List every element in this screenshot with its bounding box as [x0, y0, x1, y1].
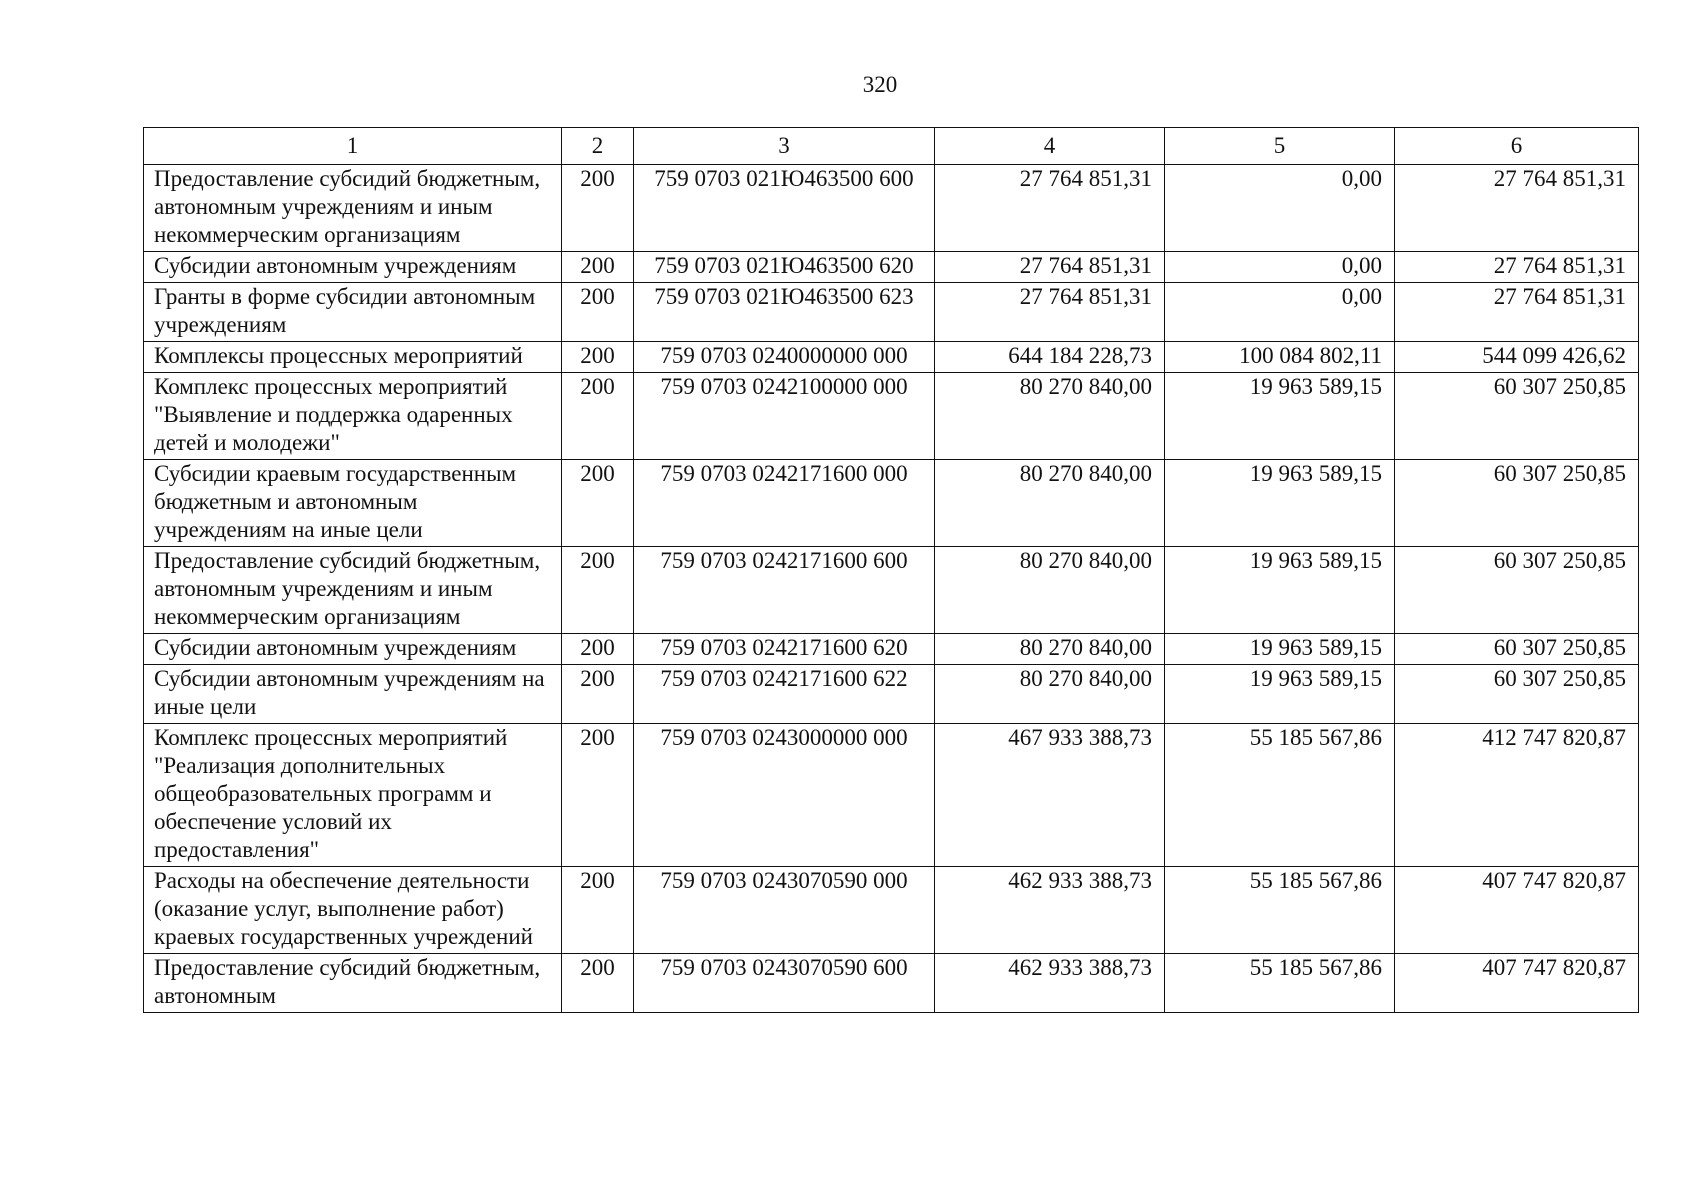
row-col4-cell: 80 270 840,00	[935, 665, 1165, 724]
row-unit-cell: 200	[562, 724, 634, 867]
row-col4-cell: 27 764 851,31	[935, 165, 1165, 252]
row-col4-cell: 80 270 840,00	[935, 460, 1165, 547]
row-unit-cell: 200	[562, 373, 634, 460]
row-col5-cell: 19 963 589,15	[1165, 665, 1395, 724]
row-code-cell: 759 0703 0242171600 600	[634, 547, 935, 634]
row-unit-cell: 200	[562, 342, 634, 373]
row-name-cell: Комплекс процессных мероприятий "Выявление и поддержка одаренных детей и молодежи"	[144, 373, 562, 460]
table-row	[144, 283, 1639, 342]
column-header-1: 1	[144, 128, 562, 165]
row-code-cell: 759 0703 021Ю463500 600	[634, 165, 935, 252]
row-col4-cell: 80 270 840,00	[935, 547, 1165, 634]
table-row	[144, 547, 1639, 634]
row-code-cell: 759 0703 0243070590 000	[634, 867, 935, 954]
row-col4-cell: 467 933 388,73	[935, 724, 1165, 867]
row-col6-cell: 60 307 250,85	[1395, 373, 1639, 460]
row-col5-cell: 19 963 589,15	[1165, 634, 1395, 665]
header-row	[144, 128, 1639, 165]
row-unit-cell: 200	[562, 665, 634, 724]
table-row	[144, 634, 1639, 665]
row-unit-cell: 200	[562, 460, 634, 547]
table-row	[144, 373, 1639, 460]
row-col5-cell: 0,00	[1165, 283, 1395, 342]
row-col6-cell: 27 764 851,31	[1395, 165, 1639, 252]
row-col4-cell: 80 270 840,00	[935, 373, 1165, 460]
table-row	[144, 867, 1639, 954]
row-col5-cell: 19 963 589,15	[1165, 460, 1395, 547]
row-col5-cell: 19 963 589,15	[1165, 373, 1395, 460]
row-col4-cell: 80 270 840,00	[935, 634, 1165, 665]
row-name-cell: Субсидии автономным учреждениям	[144, 252, 562, 283]
row-unit-cell: 200	[562, 547, 634, 634]
row-name-cell: Предоставление субсидий бюджетным, автономным	[144, 954, 562, 1013]
row-col5-cell: 19 963 589,15	[1165, 547, 1395, 634]
row-code-cell: 759 0703 0242100000 000	[634, 373, 935, 460]
row-unit-cell: 200	[562, 165, 634, 252]
table-row	[144, 954, 1639, 1013]
row-col6-cell: 60 307 250,85	[1395, 665, 1639, 724]
row-col5-cell: 55 185 567,86	[1165, 954, 1395, 1013]
row-name-cell: Комплекс процессных мероприятий "Реализация дополнительных общеобразовательных программ и обеспечение условий их предоставления"	[144, 724, 562, 867]
row-unit-cell: 200	[562, 283, 634, 342]
row-col4-cell: 644 184 228,73	[935, 342, 1165, 373]
table-row	[144, 665, 1639, 724]
row-col5-cell: 0,00	[1165, 165, 1395, 252]
row-code-cell: 759 0703 0242171600 000	[634, 460, 935, 547]
row-unit-cell: 200	[562, 867, 634, 954]
row-name-cell: Комплексы процессных мероприятий	[144, 342, 562, 373]
row-col5-cell: 100 084 802,11	[1165, 342, 1395, 373]
row-col4-cell: 462 933 388,73	[935, 954, 1165, 1013]
row-unit-cell: 200	[562, 252, 634, 283]
row-col4-cell: 27 764 851,31	[935, 283, 1165, 342]
column-header-6: 6	[1395, 128, 1639, 165]
row-name-cell: Гранты в форме субсидии автономным учреждениям	[144, 283, 562, 342]
row-code-cell: 759 0703 021Ю463500 620	[634, 252, 935, 283]
row-name-cell: Субсидии краевым государственным бюджетным и автономным учреждениям на иные цели	[144, 460, 562, 547]
row-col4-cell: 462 933 388,73	[935, 867, 1165, 954]
table-row	[144, 724, 1639, 867]
column-header-4: 4	[935, 128, 1165, 165]
column-header-5: 5	[1165, 128, 1395, 165]
page-number: 320	[862, 72, 898, 97]
row-col5-cell: 55 185 567,86	[1165, 724, 1395, 867]
row-col6-cell: 60 307 250,85	[1395, 634, 1639, 665]
row-code-cell: 759 0703 0242171600 622	[634, 665, 935, 724]
row-col6-cell: 60 307 250,85	[1395, 547, 1639, 634]
row-name-cell: Субсидии автономным учреждениям на иные цели	[144, 665, 562, 724]
table-row	[144, 342, 1639, 373]
table-row	[144, 460, 1639, 547]
row-col6-cell: 407 747 820,87	[1395, 867, 1639, 954]
table-row	[144, 165, 1639, 252]
row-name-cell: Предоставление субсидий бюджетным, автономным учреждениям и иным некоммерческим организациям	[144, 165, 562, 252]
row-col6-cell: 544 099 426,62	[1395, 342, 1639, 373]
row-code-cell: 759 0703 0243070590 600	[634, 954, 935, 1013]
row-unit-cell: 200	[562, 954, 634, 1013]
row-col6-cell: 412 747 820,87	[1395, 724, 1639, 867]
row-col6-cell: 60 307 250,85	[1395, 460, 1639, 547]
row-name-cell: Предоставление субсидий бюджетным, автономным учреждениям и иным некоммерческим организациям	[144, 547, 562, 634]
row-code-cell: 759 0703 0243000000 000	[634, 724, 935, 867]
row-col5-cell: 0,00	[1165, 252, 1395, 283]
row-name-cell: Расходы на обеспечение деятельности (оказание услуг, выполнение работ) краевых государственных учреждений	[144, 867, 562, 954]
row-code-cell: 759 0703 0242171600 620	[634, 634, 935, 665]
table-row	[144, 252, 1639, 283]
row-col5-cell: 55 185 567,86	[1165, 867, 1395, 954]
row-name-cell: Субсидии автономным учреждениям	[144, 634, 562, 665]
row-col6-cell: 27 764 851,31	[1395, 252, 1639, 283]
row-col6-cell: 27 764 851,31	[1395, 283, 1639, 342]
budget-table	[143, 127, 1639, 1013]
row-col6-cell: 407 747 820,87	[1395, 954, 1639, 1013]
column-header-2: 2	[562, 128, 634, 165]
row-col4-cell: 27 764 851,31	[935, 252, 1165, 283]
row-code-cell: 759 0703 0240000000 000	[634, 342, 935, 373]
row-code-cell: 759 0703 021Ю463500 623	[634, 283, 935, 342]
row-unit-cell: 200	[562, 634, 634, 665]
column-header-3: 3	[634, 128, 935, 165]
